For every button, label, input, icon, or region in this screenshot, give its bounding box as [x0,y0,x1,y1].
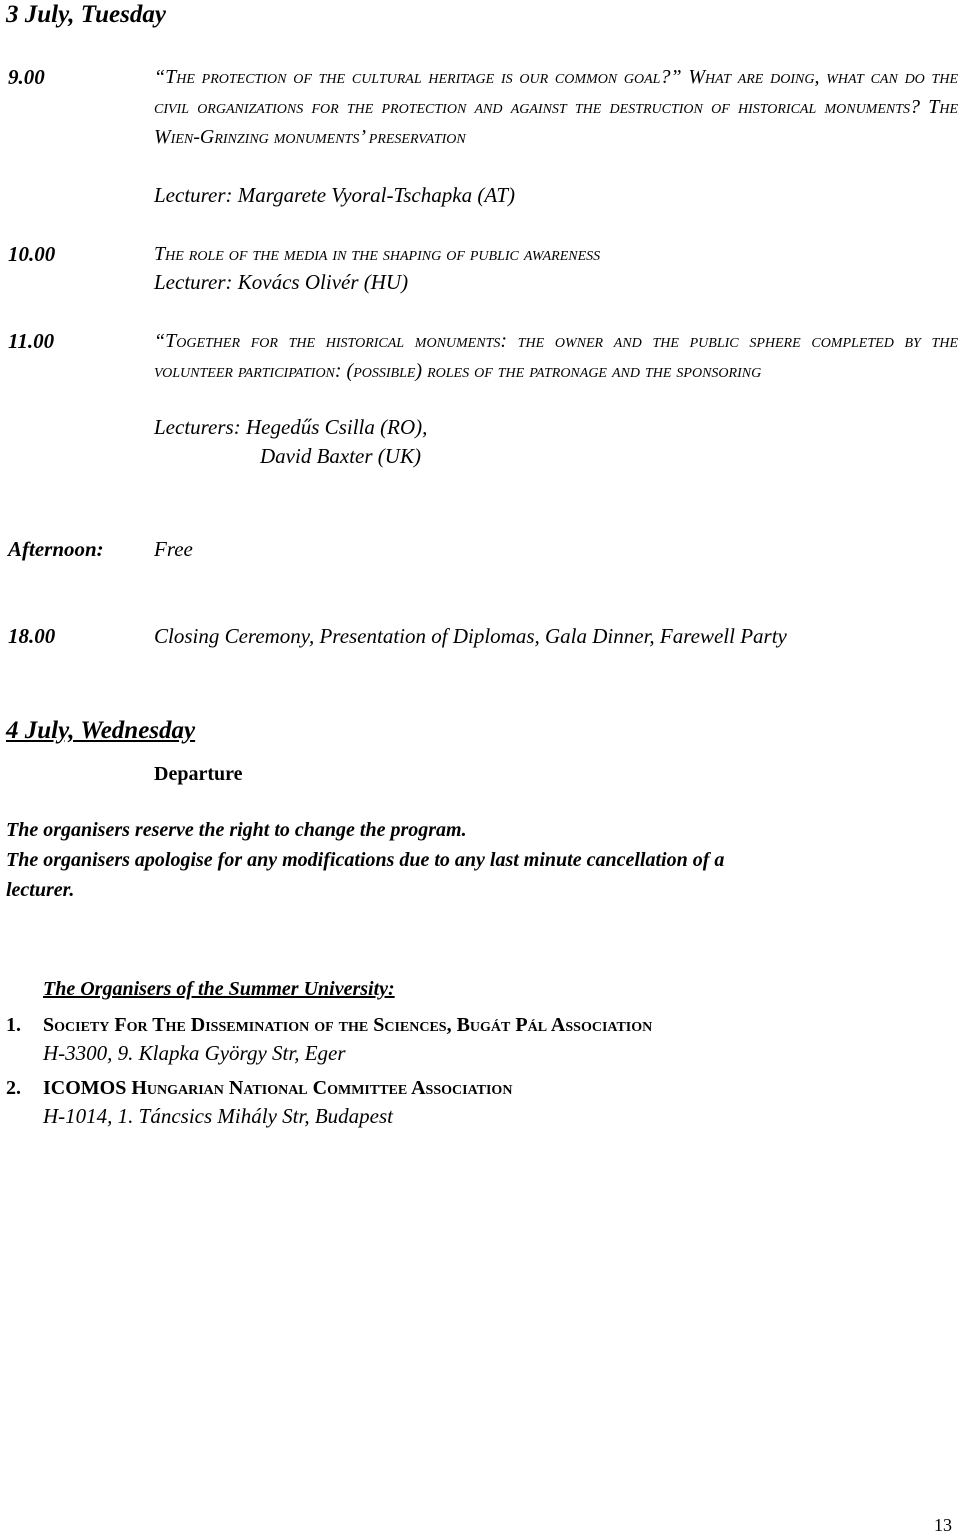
organiser-name: ICOMOS Hungarian National Committee Association [43,1077,513,1099]
session-title: The role of the media in the shaping of public awareness [154,243,601,265]
session-title: “Together for the historical monuments: the owner and the public sphere completed by the volunteer participation: (possible) roles of the patronage and the sponsoring [154,330,958,382]
day-heading-wednesday: 4 July, Wednesday [6,717,196,744]
session-lecturer: Lecturer: Margarete Vyoral-Tschapka (AT) [154,183,516,207]
closing-time: 18.00 [8,624,56,648]
organisers-heading: The Organisers of the Summer University: [43,978,395,1000]
session-lecturer: Lecturers: Hegedűs Csilla (RO), [154,415,428,439]
note-line: The organisers apologise for any modifications due to any last minute cancellation of a [6,849,725,871]
session-lecturer-second: David Baxter (UK) [260,444,421,468]
organiser-address: H-3300, 9. Klapka György Str, Eger [43,1041,346,1065]
organiser-number: 1. [6,1014,21,1036]
afternoon-value: Free [154,537,193,561]
note-line: The organisers reserve the right to change the program. [6,819,467,841]
session-time: 10.00 [8,242,56,266]
page-number: 13 [934,1515,952,1535]
day-heading-tuesday: 3 July, Tuesday [6,1,166,28]
organiser-name: Society For The Dissemination of the Sciences, Bugát Pál Association [43,1014,653,1036]
session-time: 11.00 [8,329,55,353]
departure-label: Departure [154,763,243,785]
session-time: 9.00 [8,65,45,89]
note-line: lecturer. [6,879,75,901]
organiser-number: 2. [6,1077,21,1099]
organiser-address: H-1014, 1. Táncsics Mihály Str, Budapest [43,1104,393,1128]
session-lecturer: Lecturer: Kovács Olivér (HU) [154,270,409,294]
closing-text: Closing Ceremony, Presentation of Diplomas, Gala Dinner, Farewell Party [154,624,787,648]
afternoon-label: Afternoon: [8,537,104,561]
session-title: “The protection of the cultural heritage is our common goal?” What are doing, what can do the civil organizations for the protection and against the destruction of historical monuments? The Wien-Grinzing monuments’ preservation [154,66,958,148]
